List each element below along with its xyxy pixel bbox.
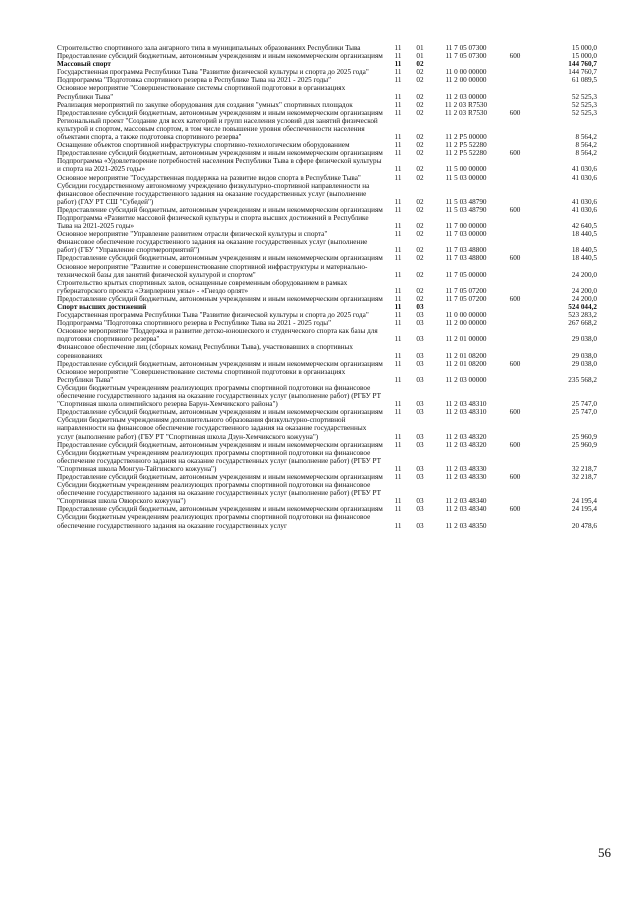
row-target-code: 11 2 03 R7530 (444, 108, 488, 117)
row-expense-type: 600 (509, 408, 521, 417)
row-amount: 20 478,6 (571, 521, 597, 530)
row-subsection: 03 (416, 497, 424, 506)
table-row (57, 416, 597, 440)
row-name: Строительство крытых спортивных залов, оснащенные современным оборудованием в рамках губернаторского проекта «Эзирлернин уязы» - «Гнездо орлят» (57, 278, 348, 295)
row-amount: 32 218,7 (571, 464, 597, 473)
row-expense-type: 600 (509, 205, 521, 214)
row-subsection: 03 (416, 319, 424, 328)
row-section: 11 (394, 432, 402, 441)
row-target-code: 11 5 03 00000 (445, 173, 487, 182)
row-section: 11 (394, 311, 402, 320)
table-row (57, 117, 597, 141)
table-row (57, 303, 597, 311)
row-section: 11 (394, 246, 402, 255)
row-target-code: 11 2 00 00000 (445, 76, 487, 85)
row-amount: 524 044,2 (568, 303, 597, 311)
row-section: 11 (394, 400, 402, 409)
row-name: Реализация мероприятий по закупке оборудования для создания "умных" спортивных площадок (57, 100, 353, 109)
table-row (57, 279, 597, 295)
row-section: 11 (394, 375, 402, 384)
row-target-code: 11 7 03 00000 (445, 230, 487, 239)
row-subsection: 03 (416, 335, 424, 344)
row-target-code: 11 2 03 48340 (445, 497, 487, 506)
row-subsection: 02 (416, 254, 424, 263)
row-name: Государственная программа Республики Тыва "Развитие физической культуры и спорта до 2025 года" (57, 68, 369, 77)
row-section: 11 (394, 44, 402, 52)
row-section: 11 (394, 52, 402, 61)
row-name: Основное мероприятие "Управление развитием отрасли физической культуры и спорта" (57, 230, 328, 239)
table-row (57, 311, 597, 319)
row-name: Региональный проект "Создание для всех категорий и групп населения условий для занятий физической культурой и спортом, массовым спортом, в том числе повышение уровня обеспеченности населения объектами спорта, а также подготовка спортивного резерва" (57, 116, 378, 142)
row-section: 11 (394, 133, 402, 142)
row-amount: 41 030,6 (571, 165, 597, 174)
row-subsection: 03 (416, 375, 424, 384)
row-section: 11 (394, 335, 402, 344)
table-row (57, 473, 597, 481)
row-amount: 25 960,9 (571, 432, 597, 441)
row-section: 11 (394, 286, 402, 295)
row-section: 11 (394, 505, 402, 514)
row-target-code: 11 5 03 48790 (445, 205, 487, 214)
row-amount: 29 038,0 (571, 359, 597, 368)
row-amount: 32 218,7 (571, 472, 597, 481)
row-target-code: 11 2 03 48320 (445, 440, 487, 449)
row-subsection: 03 (416, 311, 424, 320)
row-section: 11 (394, 197, 402, 206)
table-row (57, 238, 597, 254)
row-expense-type: 600 (509, 108, 521, 117)
row-subsection: 02 (416, 246, 424, 255)
row-amount: 41 030,6 (571, 205, 597, 214)
row-name: Строительство спортивного зала ангарного типа в муниципальных образованиях Республики Тыва (57, 44, 361, 52)
row-name: Основное мероприятие "Совершенствование системы спортивной подготовки в организациях Республики Тыва" (57, 84, 346, 101)
row-amount: 144 760,7 (568, 60, 597, 69)
row-name: Предоставление субсидий бюджетным, автономным учреждениям и иным некоммерческим организациям (57, 108, 383, 117)
row-subsection: 02 (416, 270, 424, 279)
row-amount: 24 200,0 (571, 294, 597, 303)
row-subsection: 02 (416, 173, 424, 182)
table-row (57, 101, 597, 109)
row-target-code: 11 2 03 48330 (445, 472, 487, 481)
table-row (57, 84, 597, 100)
table-row (57, 295, 597, 303)
row-target-code: 11 2 P5 52280 (445, 141, 487, 150)
row-target-code: 11 7 05 00000 (445, 270, 487, 279)
row-name: Подпрограмма "Подготовка спортивного резерва в Республике Тыва на 2021 - 2025 годы" (57, 76, 332, 85)
row-name: Субсидии бюджетным учреждениям реализующих программы спортивной подготовки на финансовое обеспечение государственного задания на оказание государственных услуг (выполнение работ) (РГБУ РТ "Спортивная школа олимпийского резерва Барун-Хемчикского района") (57, 383, 382, 409)
row-target-code: 11 2 03 00000 (445, 92, 487, 101)
row-amount: 8 564,2 (575, 141, 597, 150)
row-section: 11 (394, 270, 402, 279)
row-subsection: 02 (416, 197, 424, 206)
row-subsection: 02 (416, 60, 424, 69)
row-subsection: 02 (416, 205, 424, 214)
row-subsection: 01 (416, 52, 424, 61)
table-row (57, 384, 597, 408)
table-row (57, 109, 597, 117)
row-amount: 523 283,2 (568, 311, 597, 320)
row-target-code: 11 2 01 00000 (445, 335, 487, 344)
table-row (57, 60, 597, 68)
row-section: 11 (394, 149, 402, 158)
row-subsection: 02 (416, 141, 424, 150)
row-section: 11 (394, 76, 402, 85)
table-row (57, 68, 597, 76)
row-target-code: 11 2 03 48350 (445, 521, 487, 530)
row-subsection: 02 (416, 286, 424, 295)
row-subsection: 02 (416, 222, 424, 231)
row-section: 11 (394, 60, 402, 69)
table-row (57, 513, 597, 529)
table-row (57, 343, 597, 359)
row-amount: 8 564,2 (575, 149, 597, 158)
row-target-code: 11 0 00 00000 (445, 68, 487, 77)
row-amount: 41 030,6 (571, 173, 597, 182)
table-row (57, 408, 597, 416)
row-section: 11 (394, 408, 402, 417)
row-expense-type: 600 (509, 294, 521, 303)
row-subsection: 03 (416, 472, 424, 481)
table-row (57, 44, 597, 52)
row-section: 11 (394, 100, 402, 109)
row-amount: 18 440,5 (571, 230, 597, 239)
row-name: Субсидии бюджетным учреждениям реализующих программы спортивной подготовки на финансовое обеспечение государственного задания на оказание государственных услуг (выполнение работ) (РГБУ РТ "Спортивная школа Овюрского кожууна") (57, 481, 382, 506)
row-amount: 25 747,0 (571, 408, 597, 417)
row-expense-type: 600 (509, 359, 521, 368)
row-subsection: 02 (416, 100, 424, 109)
row-name: Предоставление субсидий бюджетным, автономным учреждениям и иным некоммерческим организациям (57, 359, 383, 368)
row-section: 11 (394, 359, 402, 368)
row-subsection: 03 (416, 400, 424, 409)
row-name: Предоставление субсидий бюджетным, автономным учреждениям и иным некоммерческим организациям (57, 254, 383, 263)
row-name: Субсидии бюджетным учреждениям дополнительного образования физкультурно-спортивной направленности на финансовое обеспечение государственного задания на оказание государственных услуг (выполнение работ) (ГБУ РТ "Спортивная школа Дзун-Хемчикского кожууна") (57, 416, 367, 441)
row-name: Субсидии бюджетным учреждениям реализующих программы спортивной подготовки на финансовое обеспечение государственного задания на оказание государственных услуг (57, 513, 371, 530)
row-subsection: 03 (416, 408, 424, 417)
row-name: Субсидии бюджетным учреждениям реализующих программы спортивной подготовки на финансовое обеспечение государственного задания на оказание государственных услуг (выполнение работ) (РГБУ РТ "Спортивная школа Монгун-Тайгинского кожууна") (57, 448, 382, 473)
row-subsection: 02 (416, 108, 424, 117)
row-name: Подпрограмма «Удовлетворение потребностей населения Республики Тыва в сфере физической культуры и спорта на 2021-2025 годы» (57, 157, 382, 174)
row-amount: 15 000,0 (571, 44, 597, 52)
table-row (57, 481, 597, 505)
row-target-code: 11 2 01 08200 (445, 351, 487, 360)
row-subsection: 03 (416, 464, 424, 473)
row-name: Предоставление субсидий бюджетным, автономным учреждениям и иным некоммерческим организациям (57, 505, 383, 514)
row-amount: 18 440,5 (571, 246, 597, 255)
row-subsection: 02 (416, 68, 424, 77)
row-target-code: 11 7 05 07300 (445, 52, 487, 61)
row-amount: 29 038,0 (571, 351, 597, 360)
row-target-code: 11 7 03 48800 (445, 246, 487, 255)
row-target-code: 11 2 P5 52280 (445, 149, 487, 158)
row-name: Основное мероприятие "Государственная поддержка на развитие видов спорта в Республике Тыва" (57, 173, 361, 182)
row-amount: 24 200,0 (571, 286, 597, 295)
row-target-code: 11 2 03 48310 (445, 408, 487, 417)
row-amount: 42 640,5 (571, 222, 597, 231)
table-row (57, 52, 597, 60)
table-row (57, 327, 597, 343)
row-subsection: 03 (416, 359, 424, 368)
table-row (57, 214, 597, 230)
row-section: 11 (394, 319, 402, 328)
row-amount: 24 195,4 (571, 505, 597, 514)
row-target-code: 11 2 03 48310 (445, 400, 487, 409)
row-section: 11 (394, 222, 402, 231)
row-amount: 144 760,7 (568, 68, 597, 77)
row-section: 11 (394, 173, 402, 182)
row-target-code: 11 5 03 48790 (445, 197, 487, 206)
budget-table (57, 44, 597, 530)
row-expense-type: 600 (509, 440, 521, 449)
row-name: Подпрограмма "Подготовка спортивного резерва в Республике Тыва на 2021 - 2025 годы" (57, 319, 332, 328)
row-amount: 41 030,6 (571, 197, 597, 206)
table-row (57, 182, 597, 206)
row-name: Спорт высших достижений (57, 303, 147, 311)
table-row (57, 149, 597, 157)
row-target-code: 11 2 03 48330 (445, 464, 487, 473)
row-section: 11 (394, 230, 402, 239)
row-target-code: 11 2 01 08200 (445, 359, 487, 368)
row-amount: 29 038,0 (571, 335, 597, 344)
row-target-code: 11 5 00 00000 (445, 165, 487, 174)
row-name: Субсидии государственному автономному учреждению физкультурно-спортивной направленности на финансовое обеспечение государственного задания на оказание государственных услуг (выполнение работ) (ГАУ РТ СШ "Субедей") (57, 181, 370, 206)
table-row (57, 254, 597, 262)
row-amount: 52 525,3 (571, 100, 597, 109)
row-amount: 24 195,4 (571, 497, 597, 506)
row-name: Предоставление субсидий бюджетным, автономным учреждениям и иным некоммерческим организациям (57, 205, 383, 214)
row-amount: 25 960,9 (571, 440, 597, 449)
table-row (57, 505, 597, 513)
row-target-code: 11 2 03 48340 (445, 505, 487, 514)
row-section: 11 (394, 141, 402, 150)
row-name: Предоставление субсидий бюджетным, автономным учреждениям и иным некоммерческим организациям (57, 440, 383, 449)
row-section: 11 (394, 205, 402, 214)
row-name: Массовый спорт (57, 60, 111, 69)
row-amount: 8 564,2 (575, 133, 597, 142)
row-target-code: 11 7 05 07300 (445, 44, 487, 52)
row-subsection: 03 (416, 432, 424, 441)
row-target-code: 11 2 03 00000 (445, 375, 487, 384)
page-number: 56 (598, 845, 611, 860)
row-expense-type: 600 (509, 149, 521, 158)
row-target-code: 11 7 05 07200 (445, 286, 487, 295)
row-amount: 52 525,3 (571, 92, 597, 101)
table-row (57, 174, 597, 182)
row-name: Предоставление субсидий бюджетным, автономным учреждениям и иным некоммерческим организациям (57, 149, 383, 158)
row-name: Государственная программа Республики Тыва "Развитие физической культуры и спорта до 2025 года" (57, 311, 369, 320)
row-target-code: 11 7 05 07200 (445, 294, 487, 303)
row-section: 11 (394, 521, 402, 530)
row-section: 11 (394, 472, 402, 481)
row-amount: 18 440,5 (571, 254, 597, 263)
row-section: 11 (394, 464, 402, 473)
row-expense-type: 600 (509, 472, 521, 481)
table-row (57, 157, 597, 173)
row-name: Основное мероприятие "Совершенствование системы спортивной подготовки в организациях Республики Тыва" (57, 367, 346, 384)
row-subsection: 03 (416, 303, 424, 311)
row-section: 11 (394, 303, 402, 311)
row-name: Основное мероприятие "Развитие и совершенствование спортивной инфраструктуры и материально-технической базы для занятий физической культурой и спортом" (57, 262, 368, 279)
row-target-code: 11 0 00 00000 (445, 311, 487, 320)
row-subsection: 02 (416, 133, 424, 142)
row-target-code: 11 2 03 48320 (445, 432, 487, 441)
row-subsection: 03 (416, 521, 424, 530)
table-row (57, 368, 597, 384)
row-subsection: 03 (416, 351, 424, 360)
row-amount: 235 568,2 (568, 375, 597, 384)
row-section: 11 (394, 68, 402, 77)
row-target-code: 11 2 P5 00000 (445, 133, 487, 142)
row-name: Предоставление субсидий бюджетным, автономным учреждениям и иным некоммерческим организациям (57, 52, 383, 61)
row-section: 11 (394, 440, 402, 449)
row-target-code: 11 2 00 00000 (445, 319, 487, 328)
row-subsection: 03 (416, 440, 424, 449)
row-name: Предоставление субсидий бюджетным, автономным учреждениям и иным некоммерческим организациям (57, 294, 383, 303)
row-target-code: 11 2 03 R7530 (444, 100, 488, 109)
row-expense-type: 600 (509, 254, 521, 263)
row-name: Финансовое обеспечение лиц (сборных команд Республики Тыва), участвовавших в спортивных соревнованиях (57, 343, 353, 360)
row-subsection: 02 (416, 149, 424, 158)
row-name: Оснащение объектов спортивной инфраструктуры спортивно-технологическим оборудованием (57, 141, 350, 150)
row-section: 11 (394, 351, 402, 360)
row-section: 11 (394, 165, 402, 174)
row-subsection: 02 (416, 76, 424, 85)
row-subsection: 01 (416, 44, 424, 52)
row-name: Финансовое обеспечение государственного задания на оказание государственных услуг (выполнение работ) (ГБУ "Управление спортмероприятий") (57, 238, 368, 255)
row-subsection: 02 (416, 165, 424, 174)
row-amount: 15 000,0 (571, 52, 597, 61)
row-section: 11 (394, 108, 402, 117)
table-row (57, 206, 597, 214)
row-subsection: 02 (416, 92, 424, 101)
row-amount: 52 525,3 (571, 108, 597, 117)
row-amount: 267 668,2 (568, 319, 597, 328)
table-row (57, 360, 597, 368)
row-amount: 24 200,0 (571, 270, 597, 279)
row-section: 11 (394, 92, 402, 101)
row-subsection: 02 (416, 230, 424, 239)
row-section: 11 (394, 294, 402, 303)
table-row (57, 230, 597, 238)
row-name: Подпрограмма «Развитие массовой физической культуры и спорта высших достижений в Республике Тыва на 2021-2025 годы» (57, 213, 369, 231)
row-target-code: 11 7 03 48800 (445, 254, 487, 263)
row-section: 11 (394, 497, 402, 506)
row-target-code: 11 7 00 00000 (445, 222, 487, 231)
table-row (57, 319, 597, 327)
table-row (57, 76, 597, 84)
table-row (57, 263, 597, 279)
row-name: Основное мероприятие "Поддержка и развитие детско-юношеского и студенческого спорта как базы для подготовки спортивного резерва" (57, 327, 378, 344)
row-name: Предоставление субсидий бюджетным, автономным учреждениям и иным некоммерческим организациям (57, 472, 383, 481)
row-subsection: 02 (416, 294, 424, 303)
row-amount: 61 089,5 (571, 76, 597, 85)
table-row (57, 141, 597, 149)
row-expense-type: 600 (509, 52, 521, 61)
row-expense-type: 600 (509, 505, 521, 514)
row-subsection: 03 (416, 505, 424, 514)
table-row (57, 441, 597, 449)
row-name: Предоставление субсидий бюджетным, автономным учреждениям и иным некоммерческим организациям (57, 408, 383, 417)
row-amount: 25 747,0 (571, 400, 597, 409)
table-row (57, 449, 597, 473)
row-section: 11 (394, 254, 402, 263)
